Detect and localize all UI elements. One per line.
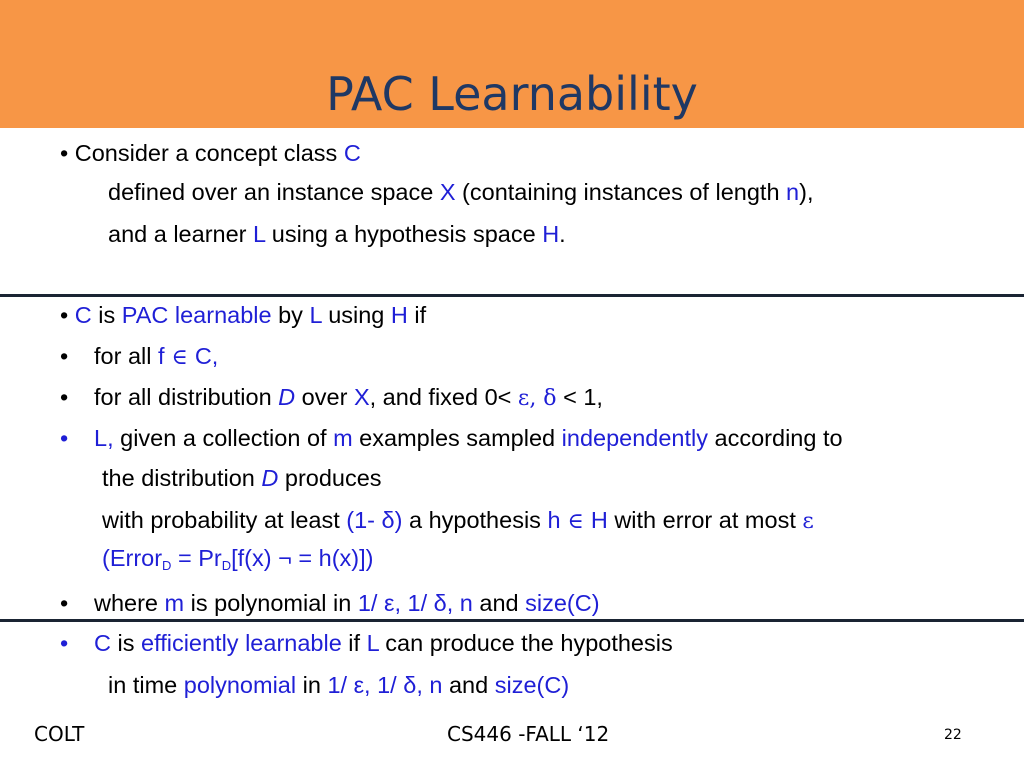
- text: if: [407, 302, 427, 328]
- term: (1- δ): [346, 507, 403, 533]
- text: over: [295, 384, 354, 410]
- learner-line: [108, 219, 566, 249]
- term: f: [158, 343, 165, 369]
- text: according to: [708, 425, 843, 451]
- instance-space-line: [108, 177, 813, 207]
- bullet-glyph: •: [60, 384, 69, 410]
- text: and a learner: [108, 221, 254, 247]
- text: is: [91, 302, 122, 328]
- text: where: [94, 590, 165, 616]
- term: C: [94, 630, 111, 656]
- term: D: [261, 465, 279, 491]
- distribution-line: [94, 382, 603, 414]
- instance-space-symbol: X: [439, 179, 456, 205]
- text: , and fixed 0<: [369, 384, 518, 410]
- term: L: [309, 302, 322, 328]
- text: with probability at least: [102, 507, 347, 533]
- epsilon-delta: ε, δ: [517, 386, 557, 411]
- term: C,: [194, 343, 219, 369]
- bullet-glyph: •: [60, 630, 69, 656]
- term: 1/ ε, 1/ δ, n: [327, 672, 443, 698]
- term: D: [278, 384, 296, 410]
- text: ),: [799, 179, 814, 205]
- hypothesis-space-symbol: H: [542, 221, 560, 247]
- text: a hypothesis: [402, 507, 548, 533]
- error-formula-line: [102, 543, 373, 573]
- term: C: [74, 302, 92, 328]
- bullet-distribution: [60, 382, 68, 412]
- term: polynomial: [183, 672, 297, 698]
- term: X: [353, 384, 370, 410]
- text: is: [110, 630, 142, 656]
- term: H: [590, 507, 608, 533]
- divider-top: [0, 294, 1024, 297]
- element-of-symbol: ∈: [560, 509, 591, 534]
- bullet-glyph: •: [60, 590, 69, 616]
- text: .: [559, 221, 566, 247]
- element-of-symbol: ∈: [164, 345, 195, 370]
- term: size(C): [494, 672, 570, 698]
- subscript: D: [162, 558, 172, 573]
- text: using: [321, 302, 391, 328]
- bullet-for-all-f: [60, 341, 68, 371]
- bullet-learner: [60, 423, 68, 453]
- term: H: [390, 302, 408, 328]
- text: with error at most: [607, 507, 803, 533]
- text: and: [472, 590, 526, 616]
- term: independently: [561, 425, 709, 451]
- text: for all distribution: [94, 384, 279, 410]
- subscript: D: [221, 558, 232, 573]
- text: if: [341, 630, 367, 656]
- bullet-polynomial: [60, 588, 68, 618]
- epsilon-symbol: ε: [802, 509, 814, 534]
- text: in: [296, 672, 328, 698]
- for-all-f-line: [94, 341, 218, 373]
- text: the distribution: [102, 465, 262, 491]
- term: efficiently learnable: [141, 630, 342, 656]
- text: (Error: [102, 545, 163, 571]
- text: examples sampled: [352, 425, 562, 451]
- bullet-efficient: [60, 628, 68, 658]
- divider-bottom: [0, 619, 1024, 622]
- term: m: [333, 425, 353, 451]
- text: is polynomial in: [184, 590, 358, 616]
- text: can produce the hypothesis: [378, 630, 673, 656]
- term: m: [164, 590, 185, 616]
- polynomial-line: [94, 588, 600, 618]
- text: in time: [108, 672, 184, 698]
- term: size(C): [525, 590, 600, 616]
- text: for all: [94, 343, 158, 369]
- learner-symbol: L: [253, 221, 266, 247]
- text: = Pr: [171, 545, 222, 571]
- text: defined over an instance space: [108, 179, 440, 205]
- text: •: [60, 302, 75, 328]
- text: by: [271, 302, 310, 328]
- footer-center: CS446 -FALL ‘12: [447, 722, 610, 746]
- text: using a hypothesis space: [265, 221, 543, 247]
- term: 1/ ε, 1/ δ, n: [357, 590, 473, 616]
- text: given a collection of: [113, 425, 334, 451]
- learner-collection-line: [94, 423, 843, 453]
- term: L: [366, 630, 379, 656]
- term: L,: [94, 425, 114, 451]
- length-symbol: n: [786, 179, 800, 205]
- text: [f(x) ¬ = h(x)]): [231, 545, 374, 571]
- text: produces: [278, 465, 382, 491]
- term: h: [547, 507, 561, 533]
- distribution-produces-line: [102, 463, 382, 493]
- term: PAC learnable: [121, 302, 272, 328]
- text: • Consider a concept class: [60, 140, 344, 166]
- probability-line: [102, 505, 814, 537]
- text: < 1,: [556, 384, 603, 410]
- slide-title: PAC Learnability: [326, 67, 698, 121]
- efficiently-learnable-line: [94, 628, 673, 658]
- concept-class-symbol: C: [343, 140, 361, 166]
- footer-left: COLT: [34, 722, 85, 746]
- bullet-glyph: •: [60, 343, 69, 369]
- text: (containing instances of length: [455, 179, 787, 205]
- time-polynomial-line: [108, 670, 569, 700]
- pac-learnable-line: [60, 300, 426, 330]
- consider-line: [60, 138, 361, 168]
- bullet-glyph: •: [60, 425, 69, 451]
- text: and: [442, 672, 495, 698]
- slide-number: 22: [944, 727, 962, 743]
